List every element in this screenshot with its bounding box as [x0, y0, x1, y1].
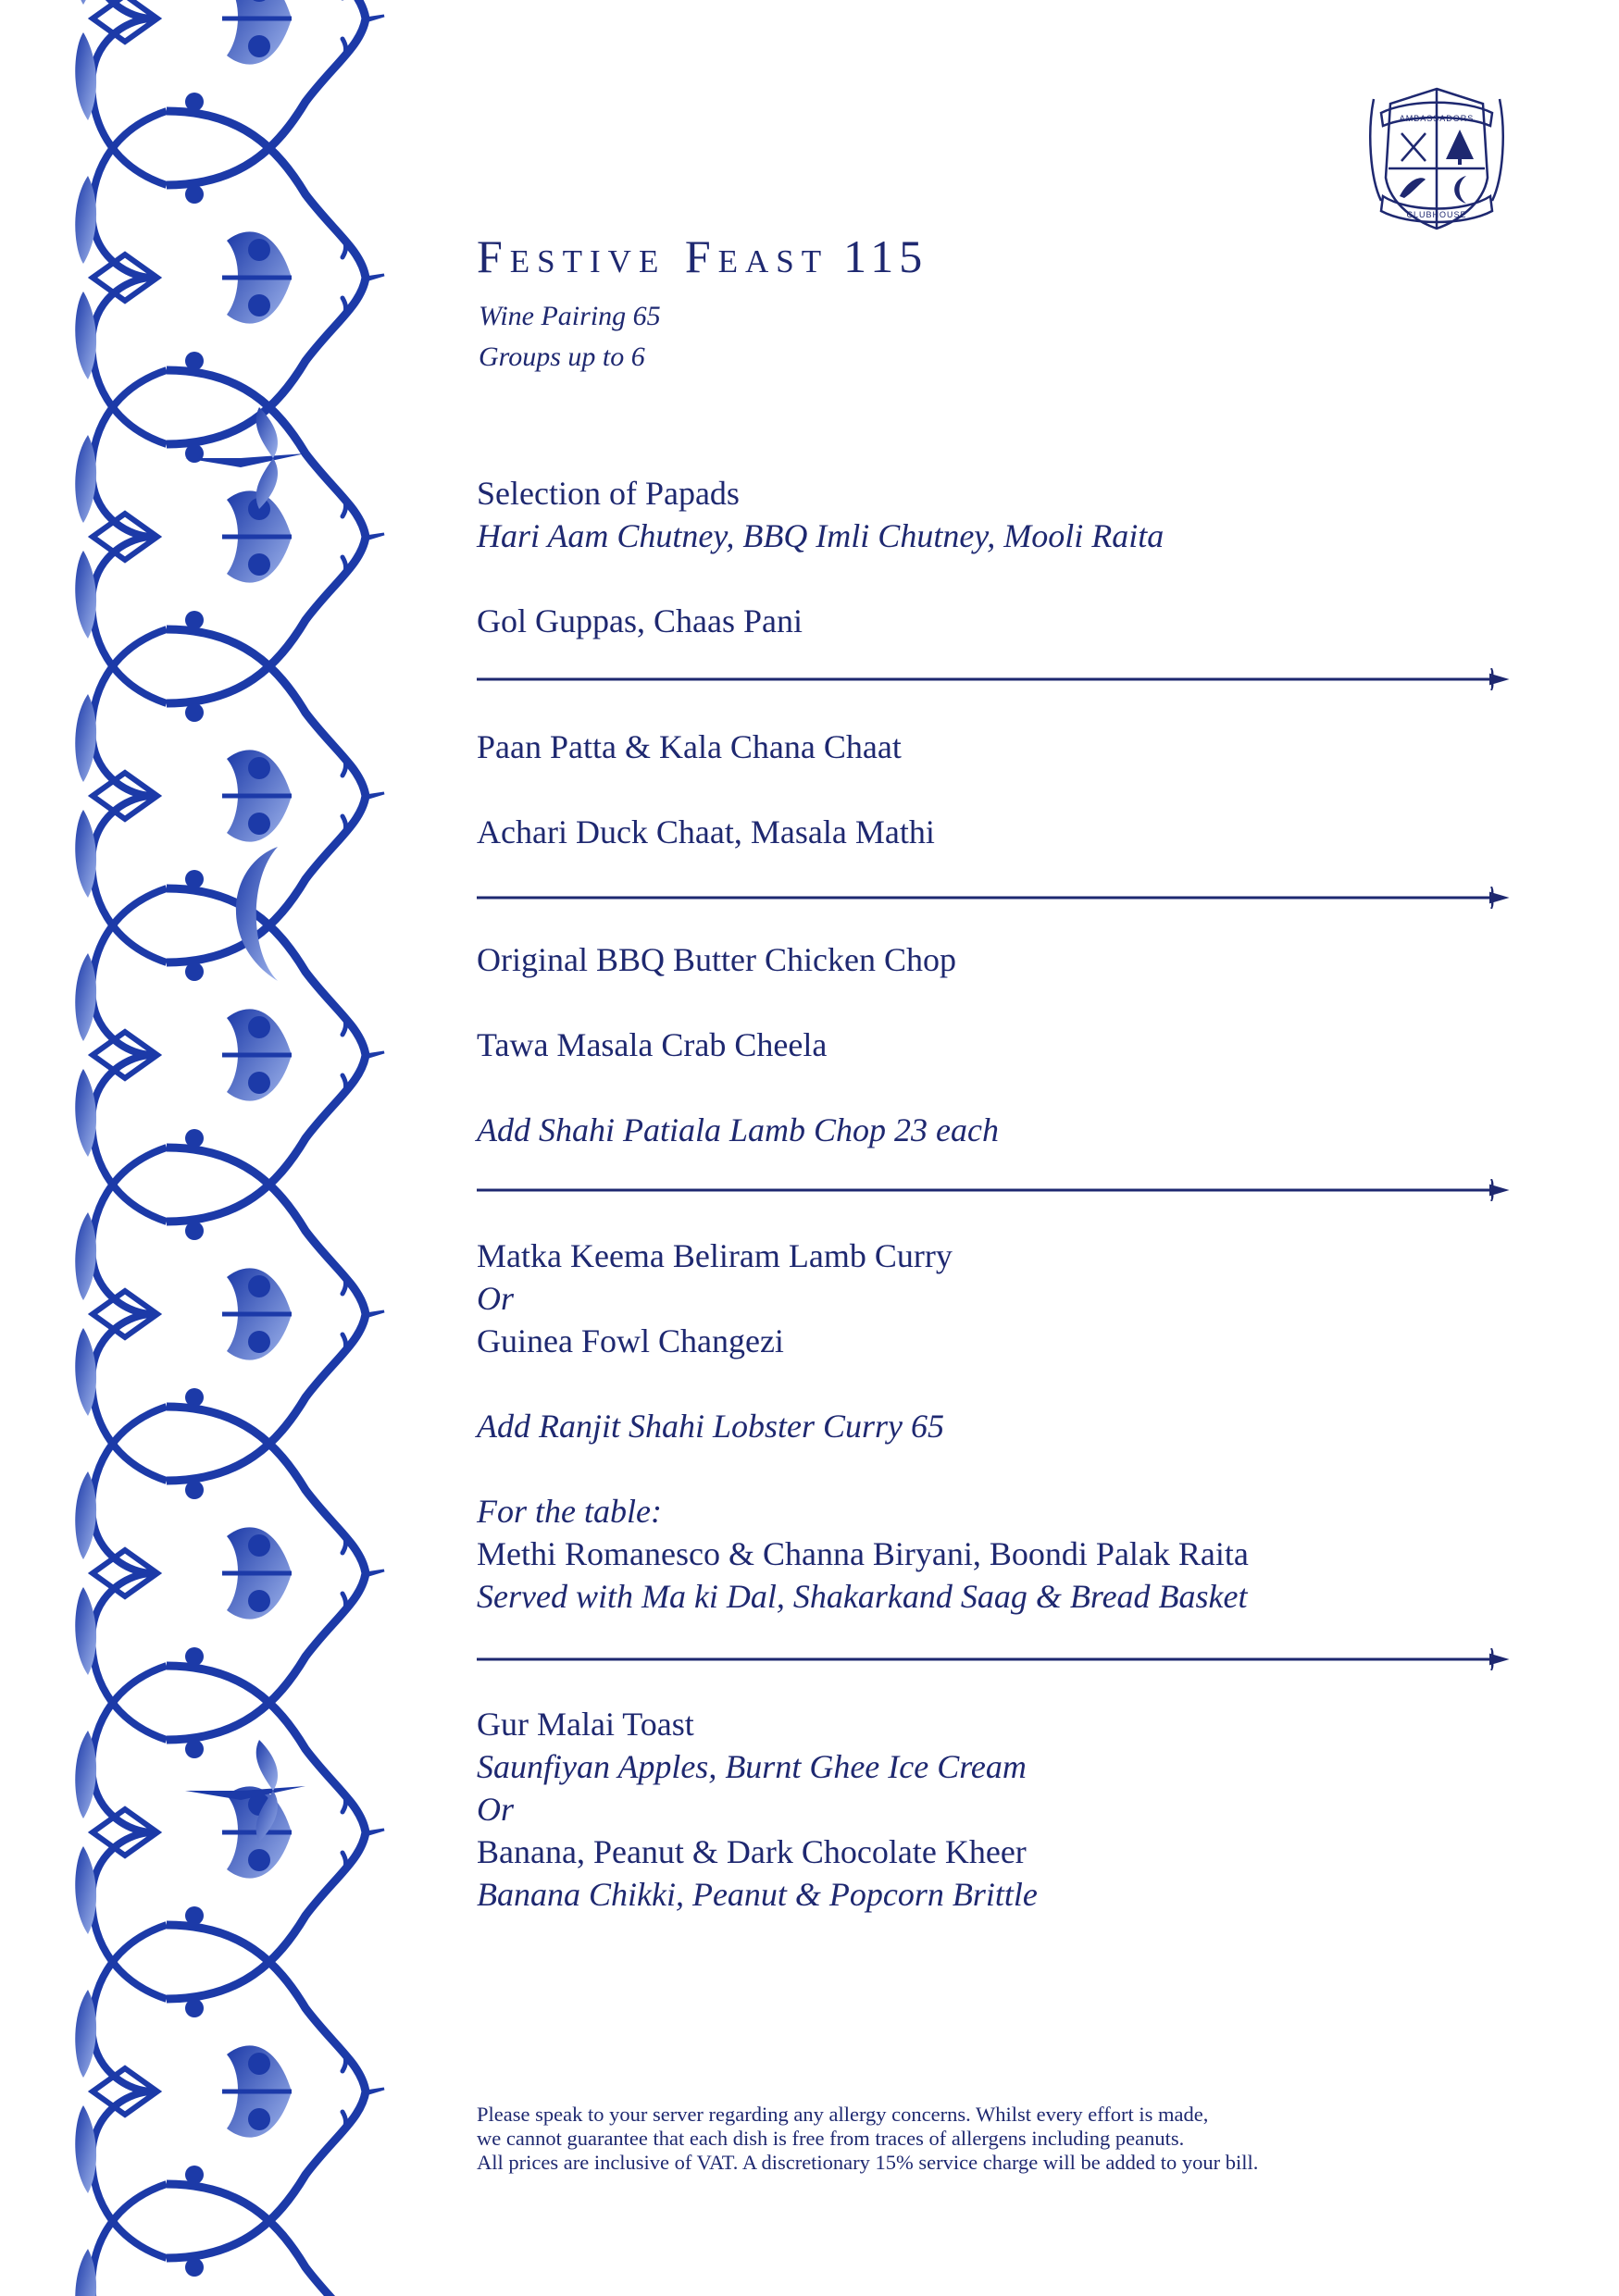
or-separator: Or — [477, 1791, 515, 1828]
group-size-text: Groups up to 6 — [479, 341, 645, 372]
floral-border-ornament — [0, 0, 389, 2296]
ambassadors-clubhouse-crest-logo — [1353, 76, 1520, 235]
dish-description: Hari Aam Chutney, BBQ Imli Chutney, Mooli Raita — [477, 517, 1164, 554]
for-the-table-label: For the table: — [477, 1493, 662, 1530]
bird-icon — [1400, 178, 1426, 198]
menu-title-text: Festive Feast — [477, 230, 829, 282]
dish-addon: Add Ranjit Shahi Lobster Curry 65 — [477, 1408, 945, 1445]
dish-name: Original BBQ Butter Chicken Chop — [477, 941, 956, 978]
footer-line: Please speak to your server regarding any allergy concerns. Whilst every effort is made, — [477, 2103, 1209, 2126]
dish-name: Achari Duck Chaat, Masala Mathi — [477, 813, 935, 850]
course-2 — [477, 726, 935, 853]
dish-name: Selection of Papads — [477, 475, 740, 512]
footer-line: All prices are inclusive of VAT. A discretionary 15% service charge will be added to your bill. — [477, 2151, 1259, 2174]
or-separator: Or — [477, 1280, 515, 1317]
course-divider — [477, 1648, 1513, 1670]
dish-name: Guinea Fowl Changezi — [477, 1322, 784, 1359]
dish-name: Matka Keema Beliram Lamb Curry — [477, 1237, 953, 1274]
course-1 — [477, 472, 1164, 642]
logo-bottom-text: CLUBHOUSE — [1406, 210, 1467, 219]
menu-subtitle — [479, 296, 661, 378]
dish-description: Saunfiyan Apples, Burnt Ghee Ice Cream — [477, 1748, 1027, 1785]
logo-top-text: AMBASSADORS — [1399, 114, 1475, 123]
course-4 — [477, 1235, 1249, 1618]
dish-addon: Add Shahi Patiala Lamb Chop 23 each — [477, 1111, 999, 1148]
course-divider — [477, 1179, 1513, 1201]
crescent-moon-icon — [1454, 176, 1466, 204]
dish-name: Tawa Masala Crab Cheela — [477, 1026, 828, 1063]
course-divider — [477, 887, 1513, 909]
menu-price: 115 — [843, 230, 928, 282]
allergy-and-service-notice — [477, 2103, 1258, 2175]
dish-name: Methi Romanesco & Channa Biryani, Boondi Palak Raita — [477, 1535, 1249, 1572]
dish-name: Gol Guppas, Chaas Pani — [477, 602, 803, 639]
course-3 — [477, 938, 999, 1151]
dish-name: Paan Patta & Kala Chana Chaat — [477, 728, 902, 765]
dish-name: Gur Malai Toast — [477, 1706, 694, 1743]
pine-tree-icon — [1446, 130, 1474, 165]
dish-name: Banana, Peanut & Dark Chocolate Kheer — [477, 1833, 1027, 1870]
course-divider — [477, 668, 1513, 690]
crossed-maces-icon — [1401, 133, 1426, 161]
footer-line: we cannot guarantee that each dish is free from traces of allergens including peanuts. — [477, 2127, 1185, 2150]
wine-pairing-text: Wine Pairing 65 — [479, 301, 661, 331]
dish-description: Banana Chikki, Peanut & Popcorn Brittle — [477, 1876, 1038, 1913]
dish-description: Served with Ma ki Dal, Shakarkand Saag & Bread Basket — [477, 1578, 1248, 1615]
course-5-dessert — [477, 1703, 1038, 1916]
menu-title — [477, 230, 928, 283]
